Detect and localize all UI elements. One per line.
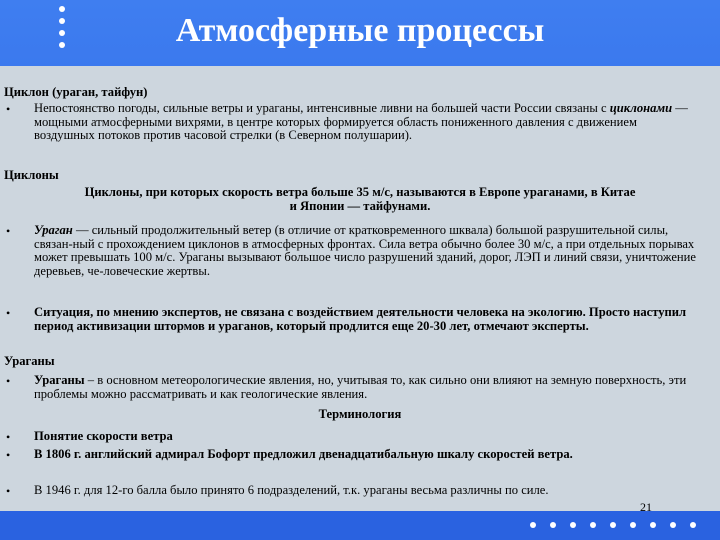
section-heading-cyclones: Циклоны	[4, 168, 59, 182]
bullet: •	[6, 306, 11, 320]
content-panel	[0, 66, 720, 511]
bullet: •	[6, 374, 11, 388]
section-heading-hurricanes: Ураганы	[4, 354, 55, 368]
bullet: •	[6, 102, 11, 116]
centered-definition: Циклоны, при которых скорость ветра больше 35 м/с, называются в Европе ураганами, в Китае и Японии — тайфунами.	[84, 185, 636, 213]
paragraph-experts: Ситуация, по мнению экспертов, не связана с воздействием деятельности человека на экологию. Просто наступил период активизации штормов и ураганов, который продлится еще 20-30 лет, отмечают эксперты.	[34, 305, 687, 333]
bullet: •	[6, 448, 11, 462]
bullet: •	[6, 484, 11, 498]
page-number: 21	[640, 500, 652, 514]
paragraph-beaufort: В 1806 г. английский адмирал Бофорт предложил двенадцатибальную шкалу скоростей ветра.	[34, 447, 573, 461]
paragraph-hurricane-definition: Ураган — сильный продолжительный ветер (в отличие от кратковременного шквала) большой разрушительной силы, связан-ный с прохождением циклонов в атмосферных фронтах. Сила ветра обычно более 30 м/с, а при отдельных порывах может превышать 100 м/с. Ураганы вызывают большое число разрушений зданий, дорог, ЛЭП и линий связи, уничтожение деревьев, че-ловеческие жертвы.	[34, 223, 696, 278]
decorative-dots-horizontal	[0, 522, 720, 532]
section-heading-cyclone: Циклон (ураган, тайфун)	[4, 85, 148, 99]
paragraph-wind-speed: Понятие скорости ветра	[34, 429, 173, 443]
paragraph-hurricanes-phenomena: Ураганы – в основном метеорологические явления, но, учитывая то, как сильно они влияют на земную поверхность, эти проблемы можно рассматривать и как геологические явления.	[34, 373, 687, 401]
slide-title: Атмосферные процессы	[175, 12, 545, 49]
bullet: •	[6, 224, 11, 238]
paragraph-instability: Непостоянство погоды, сильные ветры и ураганы, интенсивные ливни на большей части России связаны с циклонами — мощными атмосферными вихрями, в центре которых формируется область пониженного давления с движением воздушных потоков против часовой стрелки (в Северном полушарии).	[34, 101, 688, 142]
bullet: •	[6, 430, 11, 444]
paragraph-1946: В 1946 г. для 12-го балла было принято 6 подразделений, т.к. ураганы весьма различны по силе.	[34, 483, 549, 497]
terminology-heading: Терминология	[318, 407, 402, 421]
